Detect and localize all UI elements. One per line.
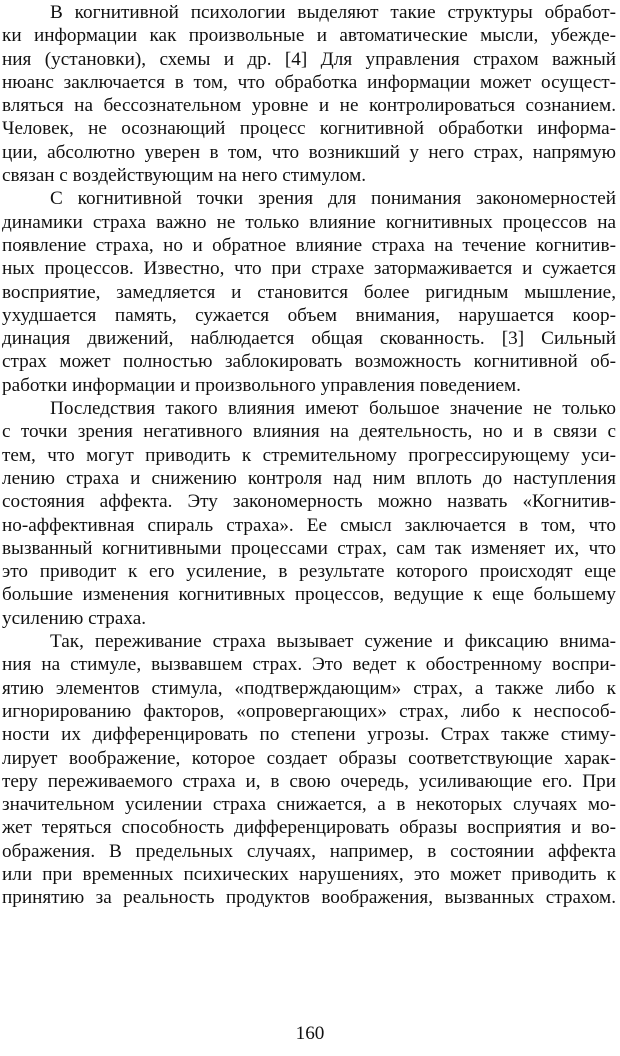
text-line: связан с воздействующим на него стимулом. <box>2 165 367 187</box>
text-line: вляться на бессознательном уровне и не контролироваться сознанием. <box>2 95 616 117</box>
text-line: страх может полностью заблокировать возможность когнитивной об- <box>2 351 616 373</box>
text-line: Последствия такого влияния имеют большое значение не только <box>50 398 616 420</box>
paragraph <box>2 630 616 910</box>
text-line: ухудшается память, сужается объем внимания, нарушается коор- <box>2 304 616 326</box>
text-line: динация движений, наблюдается общая скованность. [3] Сильный <box>2 328 616 350</box>
text-line: ния (установки), схемы и др. [4] Для управления страхом важный <box>2 48 616 70</box>
text-line: Человек, не осознающий процесс когнитивной обработки информа- <box>2 118 616 140</box>
text-line: или при временных психических нарушениях, это может приводить к <box>2 863 616 885</box>
text-line: теру переживаемого страха и, в свою очередь, усиливающие его. При <box>2 770 616 792</box>
text-line: восприятие, замедляется и становится более ригидным мышление, <box>2 281 616 303</box>
text-line: это приводит к его усиление, в результате которого происходят еще <box>2 561 616 583</box>
text-line: В когнитивной психологии выделяют такие структуры обработ- <box>50 2 616 23</box>
text-line: состояния аффекта. Эту закономерность можно назвать «Когнитив- <box>2 491 616 513</box>
text-line: тем, что могут приводить к стремительному прогрессирующему уси- <box>2 444 616 466</box>
text-line: жет теряться способность дифференцировать образы восприятия и во- <box>2 817 616 839</box>
text-line: лению страха и снижению контроля над ним вплоть до наступления <box>2 467 616 489</box>
body-text <box>2 1 616 910</box>
text-line: лирует воображение, которое создает образы соответствующие харак- <box>2 747 616 769</box>
text-line: но-аффективная спираль страха». Ее смысл заключается в том, что <box>2 514 616 536</box>
text-line: С когнитивной точки зрения для понимания закономерностей <box>50 188 616 210</box>
text-line: работки информации и произвольного управления поведением. <box>2 374 521 396</box>
text-line: ния на стимуле, вызвавшем страх. Это ведет к обостренному воспри- <box>2 654 616 676</box>
paragraph <box>2 397 616 630</box>
paragraph <box>2 1 616 187</box>
text-line: ности их дифференцировать по степени угрозы. Страх также стиму- <box>2 724 616 746</box>
text-line: с точки зрения негативного влияния на деятельность, но и в связи с <box>2 421 616 443</box>
text-line: большие изменения когнитивных процессов, ведущие к еще большему <box>2 584 616 606</box>
text-line: нюанс заключается в том, что обработка информации может осущест- <box>2 71 616 93</box>
text-line: игнорированию факторов, «опровергающих» страх, либо к неспособ- <box>2 700 616 722</box>
text-line: усилению страха. <box>2 607 147 629</box>
text-line: Так, переживание страха вызывает сужение и фиксацию внима- <box>50 631 616 653</box>
text-line: ных процессов. Известно, что при страхе затормаживается и сужается <box>2 258 616 280</box>
text-line: ятию элементов стимула, «подтверждающим» страх, а также либо к <box>2 677 616 699</box>
text-line: ки информации как произвольные и автоматические мысли, убежде- <box>2 25 616 47</box>
text-line: принятию за реальность продуктов воображения, вызванных страхом. <box>2 887 616 909</box>
text-line: значительном усилении страха снижается, а в некоторых случаях мо- <box>2 794 616 816</box>
text-line: ции, абсолютно уверен в том, что возникший у него страх, напрямую <box>2 141 616 163</box>
text-line: динамики страха важно не только влияние когнитивных процессов на <box>2 211 616 233</box>
text-line: ображения. В предельных случаях, например, в состоянии аффекта <box>2 840 616 862</box>
page-number: 160 <box>295 1023 325 1044</box>
paragraph <box>2 187 616 397</box>
text-line: вызванный когнитивными процессами страх, сам так изменяет их, что <box>2 537 616 559</box>
text-line: появление страха, но и обратное влияние страха на течение когнитив- <box>2 234 616 256</box>
